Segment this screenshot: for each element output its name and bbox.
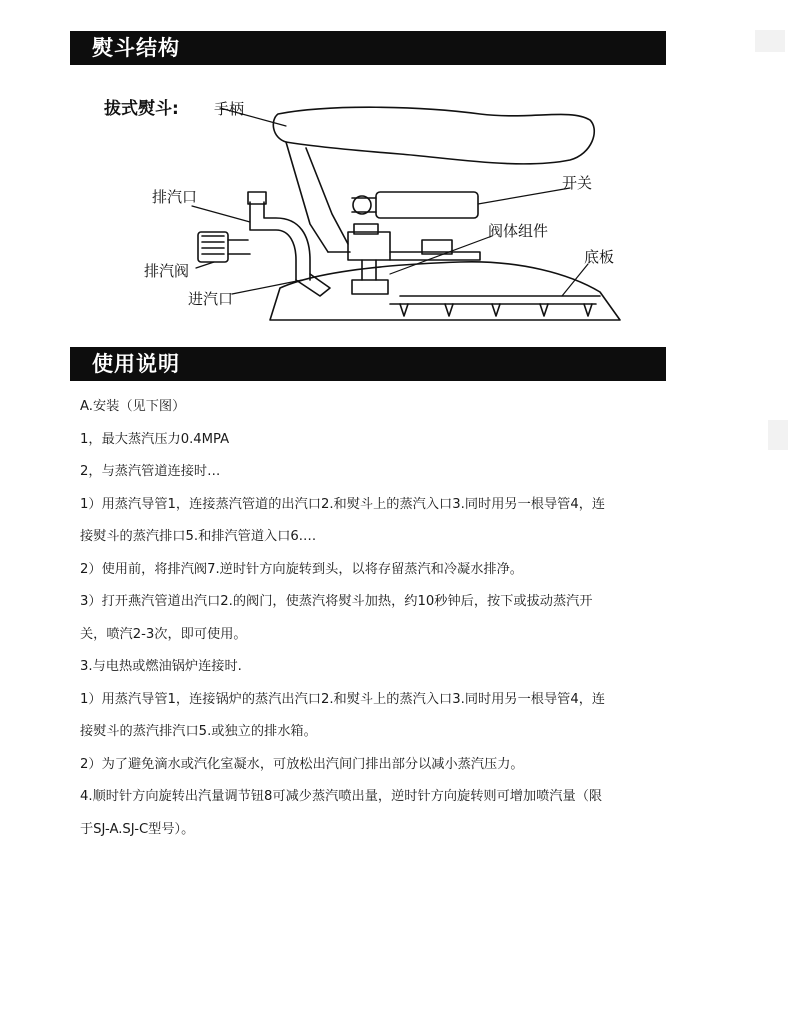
leader-exhaust-valve <box>196 262 214 268</box>
usage-line: 2）为了避免滴水或汽化室凝水，可放松出汽间门排出部分以减小蒸汽压力。 <box>80 756 524 772</box>
label-exhaust-port: 排汽口 <box>152 188 198 206</box>
usage-line: 3）打开燕汽管道出汽口2.的阀门，使蒸汽将熨斗加热，约10秒钟后，按下或拔动蒸汽开 <box>80 594 593 609</box>
leader-base-plate <box>562 264 588 296</box>
label-inlet-port: 进汽口 <box>188 290 234 308</box>
label-handle: 手柄 <box>214 100 245 118</box>
exhaust-pipe <box>250 202 296 280</box>
label-base-plate: 底板 <box>584 248 615 266</box>
usage-line: 4.顺时针方向旋转出汽量调节钮8可减少蒸汽喷出量，逆时针方向旋转则可增加喷汽量（限 <box>80 789 603 804</box>
usage-line: A.安装（见下图） <box>80 399 186 414</box>
usage-line: 接熨斗的蒸汽排口5.和排汽管道入口6.… <box>80 529 317 544</box>
handle-shape <box>273 107 594 164</box>
handle-support <box>286 142 328 252</box>
iron-structure-diagram <box>100 84 640 324</box>
usage-line: 关，喷汽2-3次，即可使用。 <box>80 626 247 642</box>
leader-switch <box>478 188 570 204</box>
base-plate <box>270 262 620 320</box>
leader-inlet-port <box>232 280 302 294</box>
leader-exhaust-port <box>192 206 250 222</box>
section-title-usage: 使用说明 <box>70 347 666 381</box>
label-valve-assembly: 阀体组件 <box>488 222 549 240</box>
usage-line: 接熨斗的蒸汽排汽口5.或独立的排水箱。 <box>80 724 317 739</box>
iron-type-label: 拔式熨斗: <box>104 99 179 119</box>
label-exhaust-valve: 排汽阀 <box>144 262 190 280</box>
switch-shape <box>376 192 478 218</box>
leader-valve-assembly <box>390 236 492 274</box>
usage-instructions <box>80 397 680 840</box>
usage-line: 1，最大蒸汽压力0.4MPA <box>80 431 230 447</box>
usage-line: 1）用蒸汽导管1，连接锅炉的蒸汽出汽口2.和熨斗上的蒸汽入口3.同时用另一根导管4，连 <box>80 691 606 707</box>
usage-line: 2）使用前，将排汽阀7.逆时针方向旋转到头，以将存留蒸汽和冷凝水排净。 <box>80 561 523 577</box>
label-switch: 开关 <box>562 174 593 192</box>
bleed-through-mark <box>755 30 785 52</box>
usage-line: 2，与蒸汽管道连接时… <box>80 464 221 479</box>
valve-body <box>348 232 390 260</box>
usage-line: 1）用蒸汽导管1，连接蒸汽管道的出汽口2.和熨斗上的蒸汽入口3.同时用另一根导管4，连 <box>80 496 606 512</box>
handle-support <box>306 148 348 244</box>
bleed-through-mark <box>768 420 788 450</box>
usage-line: 于SJ-A.SJ-C型号）。 <box>80 821 195 837</box>
section-title-structure: 熨斗结构 <box>70 31 666 65</box>
usage-line: 3.与电热或燃油锅炉连接时. <box>80 659 242 674</box>
